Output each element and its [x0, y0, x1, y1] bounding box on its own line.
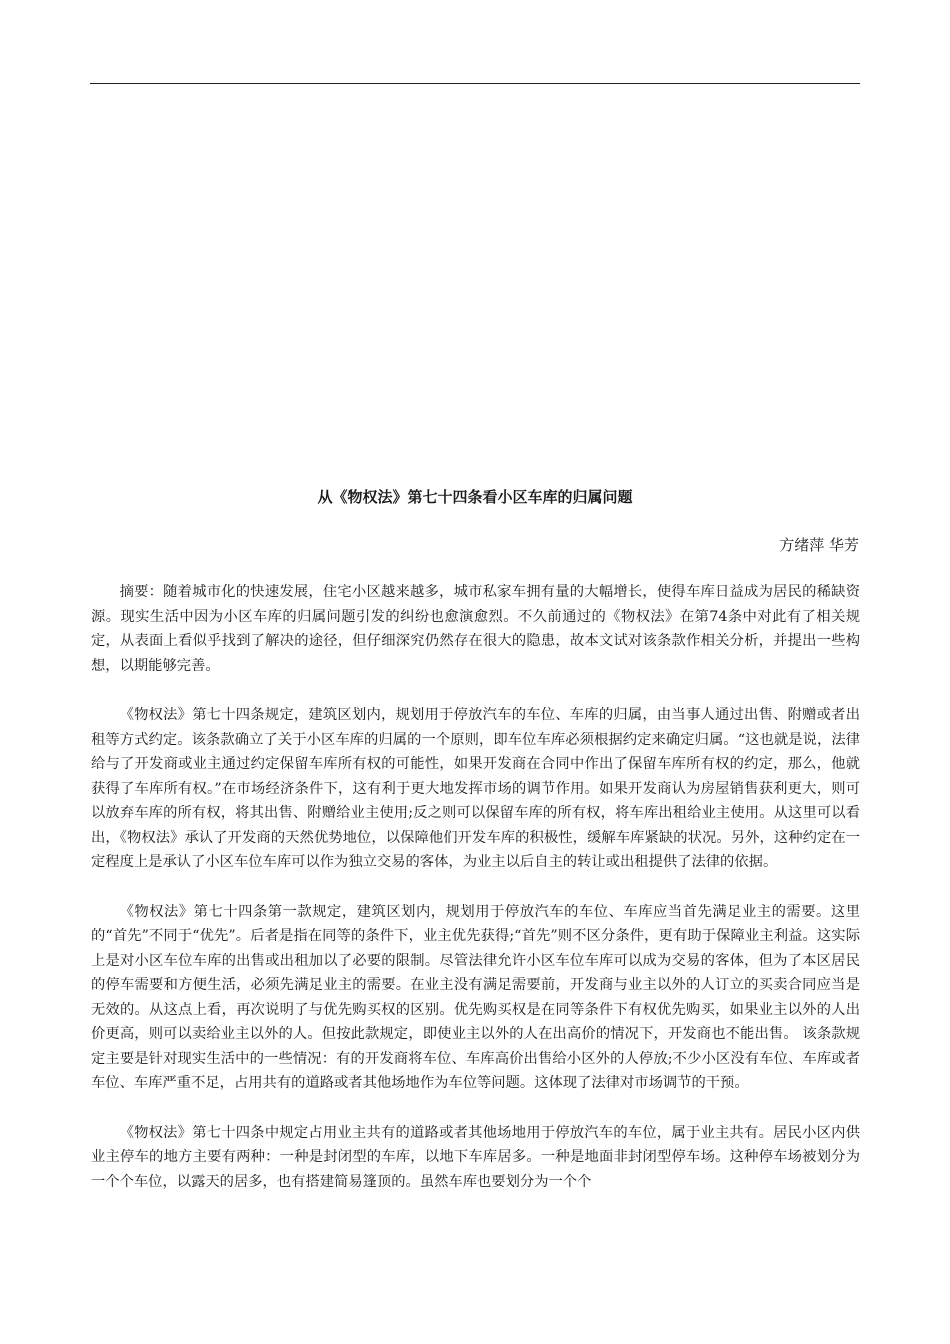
- body-paragraph: 《物权法》第七十四条规定，建筑区划内，规划用于停放汽车的车位、车库的归属，由当事人通过出售、附赠或者出租等方式约定。该条款确立了关于小区车库的归属的一个原则，即车位车库必须根据约定来确定归属。“这也就是说，法律给与了开发商或业主通过约定保留车库所有权的可能性，如果开发商在合同中作出了保留车库所有权的约定，那么，他就获得了车库所有权。”在市场经济条件下，这有利于更大地发挥市场的调节作用。如果开发商认为房屋销售获利更大，则可以放弃车库的所有权，将其出售、附赠给业主使用;反之则可以保留车库的所有权，将车库出租给业主使用。从这里可以看出，《物权法》承认了开发商的天然优势地位，以保障他们开发车库的积极性，缓解车库紧缺的状况。另外，这种约定在一定程度上是承认了小区车位车库可以作为独立交易的客体，为业主以后自主的转让或出租提供了法律的依据。: [91, 707, 860, 870]
- document-title: 从《物权法》第七十四条看小区车库的归属问题: [317, 488, 633, 506]
- document-authors: 方绪萍 华芳: [779, 536, 859, 554]
- body-paragraph: 《物权法》第七十四条第一款规定，建筑区划内，规划用于停放汽车的车位、车库应当首先满足业主的需要。这里的“首先”不同于“优先”。后者是指在同等的条件下，业主优先获得;“首先”则不区分条件，更有助于保障业主利益。这实际上是对小区车位车库的出售或出租加以了必要的限制。尽管法律允许小区车位车库可以成为交易的客体，但为了本区居民的停车需要和方便生活，必须先满足业主的需要。在业主没有满足需要前，开发商与业主以外的人订立的买卖合同应当是无效的。从这点上看，再次说明了与优先购买权的区别。优先购买权是在同等条件下有权优先购买，如果业主以外的人出价更高，则可以卖给业主以外的人。但按此款规定，即使业主以外的人在出高价的情况下，开发商也不能出售。 该条款规定主要是针对现实生活中的一些情况：有的开发商将车位、车库高价出售给小区外的人停放;不少小区没有车位、车库或者车位、车库严重不足，占用共有的道路或者其他场地作为车位等问题。这体现了法律对市场调节的干预。: [91, 903, 860, 1091]
- abstract-paragraph: 摘要：随着城市化的快速发展，住宅小区越来越多，城市私家车拥有量的大幅增长，使得车库日益成为居民的稀缺资源。现实生活中因为小区车库的归属问题引发的纠纷也愈演愈烈。不久前通过的《物权法》在第74条中对此有了相关规定，从表面上看似乎找到了解决的途径，但仔细深究仍然存在很大的隐患，故本文试对该条款作相关分析，并提出一些构想，以期能够完善。: [91, 584, 860, 674]
- body-paragraph: 《物权法》第七十四条中规定占用业主共有的道路或者其他场地用于停放汽车的车位，属于业主共有。居民小区内供业主停车的地方主要有两种：一种是封闭型的车库，以地下车库居多。一种是地面非封闭型停车场。这种停车场被划分为一个个车位，以露天的居多，也有搭建简易篷顶的。虽然车库也要划分为一个个: [91, 1124, 860, 1190]
- header-rule: [90, 83, 860, 84]
- document-body: [91, 580, 860, 1219]
